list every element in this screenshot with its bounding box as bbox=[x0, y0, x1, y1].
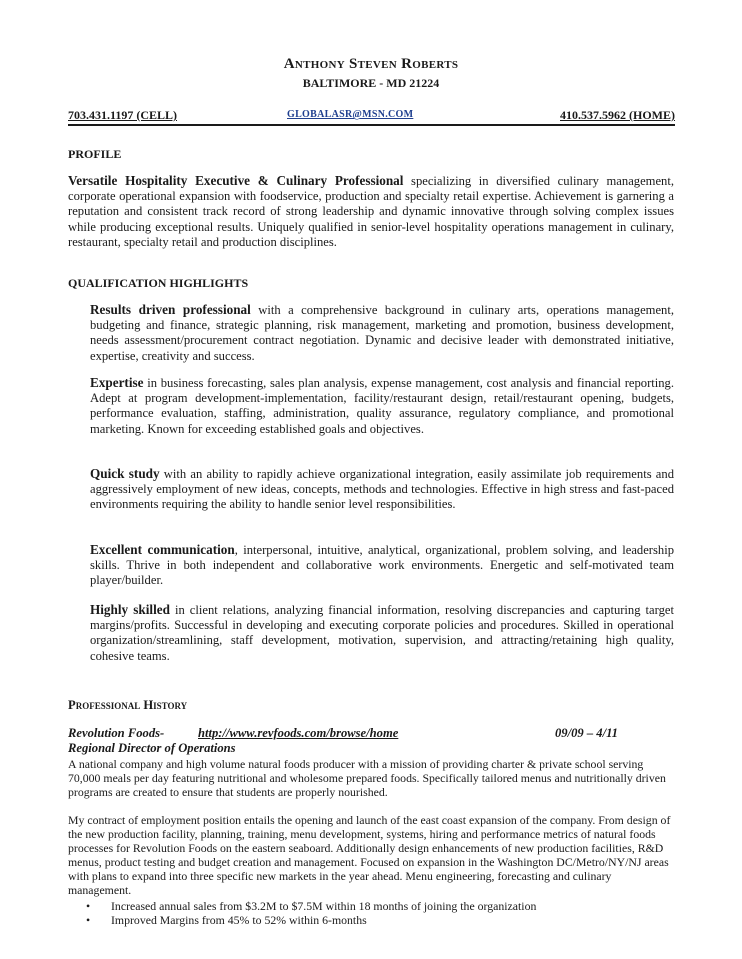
highlight-lead: Highly skilled bbox=[90, 602, 170, 617]
highlight-text: with a comprehensive background in culinary arts, operations management, budgeting and finance, strategic planning, risk management, marketing and promotion, business development, needs assessment/procurement contract negotiation. Dynamic and decisive leader with demonstrated initiative, expertise, creativity and success. bbox=[90, 303, 674, 363]
candidate-name-text: Anthony Steven Roberts bbox=[283, 56, 459, 72]
history-heading: Professional History bbox=[68, 698, 188, 712]
highlight-item bbox=[90, 375, 674, 437]
highlight-text: with an ability to rapidly achieve organizational integration, easily assimilate job requirements and aggressively employment of new ideas, concepts, methods and technologies. Effective in high stress and fast-paced environments requiring the ability to handle senior level responsibilities. bbox=[90, 467, 674, 512]
highlight-text: , interpersonal, intuitive, analytical, organizational, problem solving, and leadership skills. Thrive in both independent and collaborative work environments. Energetic and self-motivated team player/builder. bbox=[90, 543, 674, 588]
profile-lead: Versatile Hospitality Executive & Culinary Professional bbox=[68, 173, 404, 188]
highlight-text: in business forecasting, sales plan analysis, expense management, cost analysis and financial reporting. Adept at program development-implementation, facility/restaurant design, retail/restaurant opening, budgets, performance evaluation, staffing, administration, quality assurance, regulatory compliance, and promotional marketing. Known for exceeding established goals and objectives. bbox=[90, 376, 674, 436]
highlights-heading: QUALIFICATION HIGHLIGHTS bbox=[68, 276, 249, 290]
list-item: • Improved Margins from 45% to 52% within 6-months bbox=[86, 913, 674, 927]
candidate-address: BALTIMORE - MD 21224 bbox=[302, 76, 440, 90]
cell-phone: 703.431.1197 (CELL) bbox=[68, 108, 178, 122]
email-link[interactable]: GLOBALASR@MSN.COM bbox=[287, 109, 414, 120]
highlight-item bbox=[90, 602, 674, 664]
company-name: Revolution Foods- bbox=[68, 726, 165, 740]
list-item: • Increased annual sales from $3.2M to $7.5M within 18 months of joining the organization bbox=[86, 899, 674, 913]
home-phone: 410.537.5962 (HOME) bbox=[560, 108, 675, 122]
company-description: A national company and high volume natural foods producer with a mission of providing charter & private school serving 70,000 meals per day featuring nutritional and wholesome prepared foods. Specifically tailored menus and nutritionally driven programs are created to ensure that students are properly nourished. bbox=[68, 757, 666, 799]
highlight-item bbox=[90, 466, 674, 513]
highlight-text: in client relations, analyzing financial information, resolving discrepancies and capturing target margins/profits. Successful in developing and executing corporate policies and procedures. Skilled in operational organization/streamlining, staff development, motivation, supervision, and attracting/retaining high quality, cohesive teams. bbox=[90, 603, 674, 663]
highlight-item bbox=[90, 302, 674, 364]
job-header bbox=[68, 726, 674, 741]
job-role: Regional Director of Operations bbox=[68, 741, 236, 755]
contract-description: My contract of employment position entails the opening and launch of the east coast expansion of the company. From design of the new production facility, planning, training, menu development, systems, hiring and performance metrics of natural foods processes for Revolution Foods on the eastern seaboard. Additionally design enhancements of new production facilities, R&D menus, product testing and budget creation and management. Focused on expansion in the Washington DC/Metro/NY/NJ areas with plans to expand into three specific new markets in the year ahead. Menu engineering, forecasting and culinary management. bbox=[68, 813, 671, 897]
highlight-lead: Excellent communication bbox=[90, 542, 235, 557]
highlight-lead: Quick study bbox=[90, 466, 160, 481]
job-dates: 09/09 – 4/11 bbox=[555, 726, 618, 740]
highlight-lead: Results driven professional bbox=[90, 302, 251, 317]
company-url-link[interactable]: http://www.revfoods.com/browse/home bbox=[198, 726, 399, 740]
profile-heading: PROFILE bbox=[68, 147, 122, 161]
candidate-name bbox=[0, 56, 742, 73]
highlight-item bbox=[90, 542, 674, 589]
profile-paragraph bbox=[68, 173, 674, 250]
contact-line bbox=[68, 108, 675, 126]
profile-text: specializing in diversified culinary management, corporate operational expansion with foodservice, production and specialty retail expertise. Achievement is garnering a reputation and consistent track record of strong leadership and dynamic innovative through solving complex issues while producing exceptional results. Uniquely qualified in senior-level hospitality operations management in culinary, restaurant, specialty retail and production disciplines. bbox=[68, 174, 675, 249]
achievement-list bbox=[86, 899, 674, 927]
highlight-lead: Expertise bbox=[90, 375, 144, 390]
